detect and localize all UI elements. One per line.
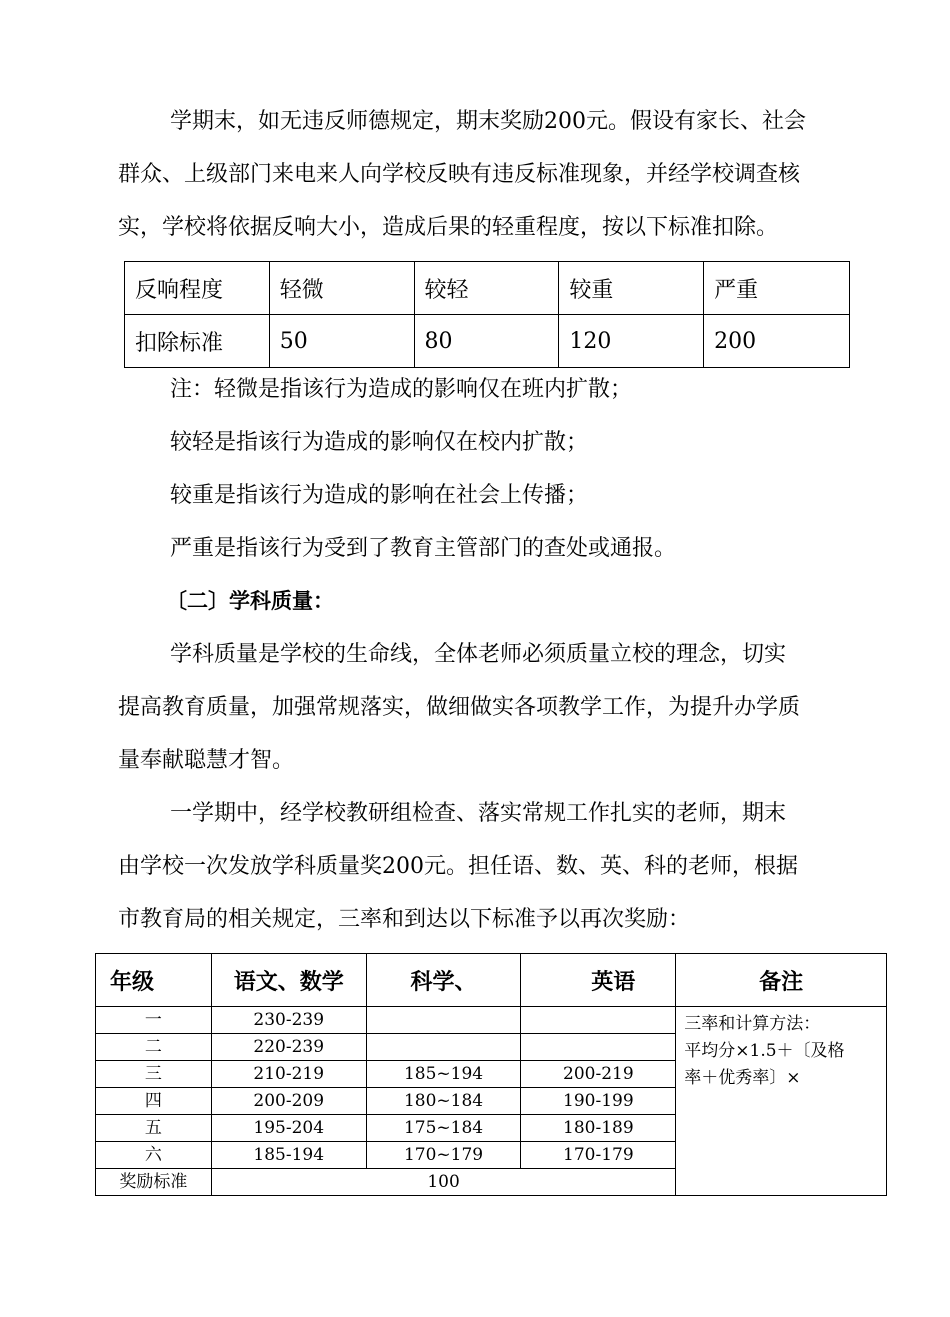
table-row: [125, 262, 850, 315]
remarks-line-1: 三率和计算方法：: [684, 1014, 821, 1034]
table-cell: 较轻: [414, 262, 559, 315]
header-science: 科学、: [366, 954, 521, 1007]
table-cell: [521, 1007, 676, 1034]
table-cell: 170~179: [366, 1142, 521, 1169]
table-cell: 180-189: [521, 1115, 676, 1142]
table-cell: 一: [96, 1007, 212, 1034]
note-line-1: 注：轻微是指该行为造成的影响仅在班内扩散；: [170, 377, 633, 402]
header-remarks: 备注: [676, 954, 887, 1007]
table-cell: 四: [96, 1088, 212, 1115]
table-row: [125, 315, 850, 368]
table-cell: 80: [414, 315, 559, 368]
table-cell: 220-239: [211, 1034, 366, 1061]
paragraph-2-line-2: 提高教育质量，加强常规落实，做细做实各项教学工作，为提升办学质: [118, 695, 801, 720]
table-cell: 175~184: [366, 1115, 521, 1142]
header-chinese-math: 语文、数学: [211, 954, 366, 1007]
table-cell: [366, 1007, 521, 1034]
remarks-cell: [676, 1007, 887, 1196]
paragraph-2-line-1: 学科质量是学校的生命线，全体老师必须质量立校的理念，切实: [170, 642, 787, 667]
note-line-3: 较重是指该行为造成的影响在社会上传播；: [170, 483, 589, 508]
table-cell: 185-194: [211, 1142, 366, 1169]
table-cell: 200-209: [211, 1088, 366, 1115]
header-english: 英语: [521, 954, 676, 1007]
table-cell: 五: [96, 1115, 212, 1142]
table-row: [96, 1007, 887, 1034]
paragraph-1-line-3: 实，学校将依据反响大小，造成后果的轻重程度，按以下标准扣除。: [118, 215, 779, 240]
table-cell: 较重: [559, 262, 704, 315]
grade-score-table: [95, 953, 887, 1196]
table-header-row: [96, 954, 887, 1007]
paragraph-3-line-3: 市教育局的相关规定，三率和到达以下标准予以再次奖励：: [118, 907, 691, 932]
table-cell: 二: [96, 1034, 212, 1061]
table-cell: 200-219: [521, 1061, 676, 1088]
table-cell: 200: [704, 315, 850, 368]
header-grade: 年级: [96, 954, 212, 1007]
table-cell: 反响程度: [125, 262, 270, 315]
paragraph-3-line-1: 一学期中，经学校教研组检查、落实常规工作扎实的老师，期末: [170, 801, 787, 826]
paragraph-1-line-2: 群众、上级部门来电来人向学校反映有违反标准现象，并经学校调查核: [118, 162, 801, 187]
remarks-line-3: 率＋优秀率〕×: [684, 1068, 801, 1088]
table-cell: 三: [96, 1061, 212, 1088]
table-cell: 190-199: [521, 1088, 676, 1115]
reward-value-cell: 100: [211, 1169, 675, 1196]
table-cell: 扣除标准: [125, 315, 270, 368]
table-cell: 170-179: [521, 1142, 676, 1169]
reward-label-cell: 奖励标准: [96, 1169, 212, 1196]
section-heading: 〔二〕学科质量：: [166, 589, 334, 613]
table-cell: [521, 1034, 676, 1061]
table-cell: 120: [559, 315, 704, 368]
remarks-line-2: 平均分×1.5＋〔及格: [684, 1041, 845, 1061]
note-line-2: 较轻是指该行为造成的影响仅在校内扩散；: [170, 430, 589, 455]
note-line-4: 严重是指该行为受到了教育主管部门的查处或通报。: [170, 536, 677, 561]
paragraph-3-line-2: 由学校一次发放学科质量奖200元。担任语、数、英、科的老师，根据: [118, 854, 798, 879]
table-cell: 50: [269, 315, 414, 368]
table-cell: 180~184: [366, 1088, 521, 1115]
table-cell: 195-204: [211, 1115, 366, 1142]
table-cell: 230-239: [211, 1007, 366, 1034]
table-cell: 210-219: [211, 1061, 366, 1088]
table-cell: 185~194: [366, 1061, 521, 1088]
table-cell: [366, 1034, 521, 1061]
table-cell: 严重: [704, 262, 850, 315]
paragraph-1-line-1: 学期末，如无违反师德规定，期末奖励200元。假设有家长、社会: [170, 109, 806, 134]
deduction-table: [124, 261, 850, 368]
table-cell: 六: [96, 1142, 212, 1169]
table-cell: 轻微: [269, 262, 414, 315]
paragraph-2-line-3: 量奉献聪慧才智。: [118, 748, 295, 773]
